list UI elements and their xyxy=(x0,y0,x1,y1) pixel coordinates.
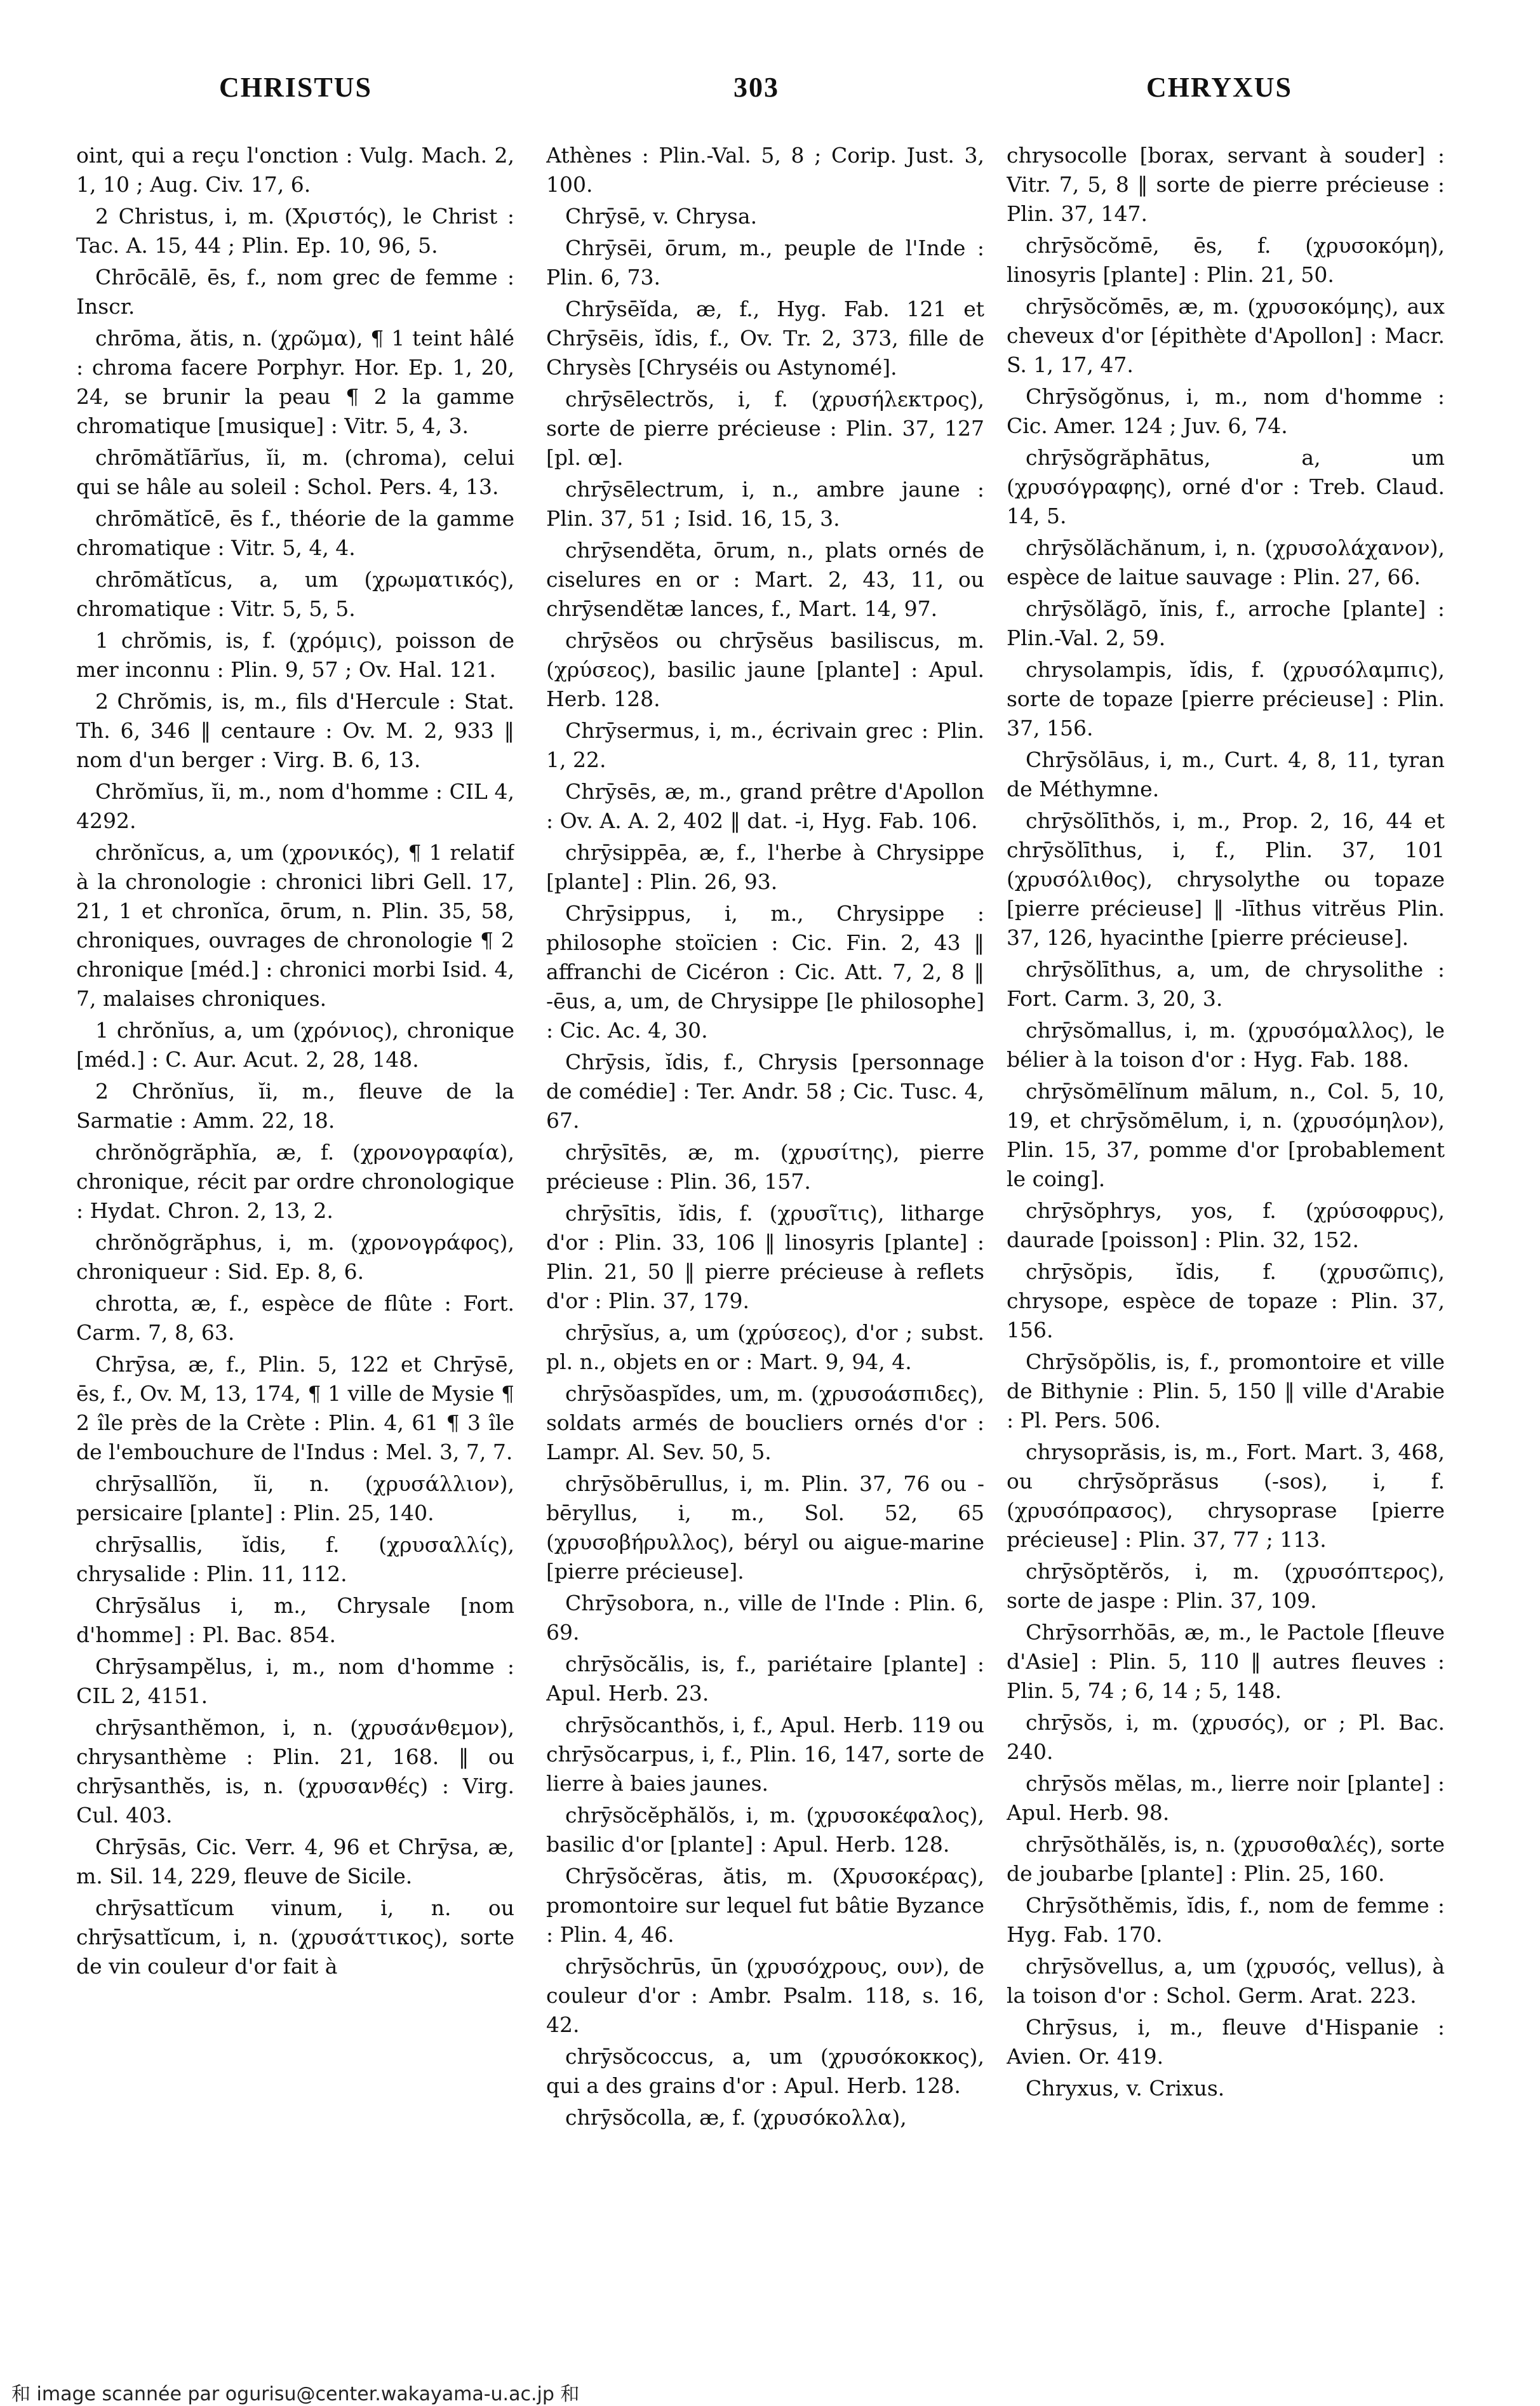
dictionary-entry: chrȳsŏcanthŏs, i, f., Apul. Herb. 119 ou chrȳsŏcarpus, i, f., Plin. 16, 147, sorte de lierre à baies jaunes. xyxy=(546,1713,984,1796)
dictionary-entry: 2 Chrŏnĭus, ĭi, m., fleuve de la Sarmatie : Amm. 22, 18. xyxy=(76,1079,514,1133)
running-head-left: CHRISTUS xyxy=(219,72,372,103)
dictionary-entry: Chrȳsălus i, m., Chrysale [nom d'homme] : Pl. Bac. 854. xyxy=(76,1593,514,1647)
dictionary-entry: chrȳsŏbērullus, i, m. Plin. 37, 76 ou -bēryllus, i, m., Sol. 52, 65 (χρυσοβήρυλλος), béryl ou aigue-marine [pierre précieuse]. xyxy=(546,1471,984,1584)
dictionary-entry: chrȳsŏchrūs, ūn (χρυσόχρους, ουν), de couleur d'or : Ambr. Psalm. 118, s. 16, 42. xyxy=(546,1954,984,2037)
dictionary-entry: Chrȳsŏpŏlis, is, f., promontoire et ville de Bithynie : Plin. 5, 150 ‖ ville d'Arabie : Pl. Pers. 506. xyxy=(1007,1349,1445,1433)
dictionary-entry: Chrȳsobora, n., ville de l'Inde : Plin. 6, 69. xyxy=(546,1591,984,1645)
dictionary-entry: chrȳsŏlăgō, ĭnis, f., arroche [plante] : Plin.-Val. 2, 59. xyxy=(1007,596,1445,650)
dictionary-entry: chrȳsŏcŏmēs, æ, m. (χρυσοκόμης), aux cheveux d'or [épithète d'Apollon] : Macr. S. 1, 17, 47. xyxy=(1007,294,1445,377)
dictionary-entry: chrōmătĭcus, a, um (χρωματικός), chromatique : Vitr. 5, 5, 5. xyxy=(76,567,514,621)
scan-credit: 和 image scannée par ogurisu@center.wakayama-u.ac.jp 和 xyxy=(11,2383,580,2405)
dictionary-entry: Chrȳsēs, æ, m., grand prêtre d'Apollon : Ov. A. A. 2, 402 ‖ dat. -i, Hyg. Fab. 106. xyxy=(546,779,984,833)
dictionary-entry: chrŏnŏgrăphus, i, m. (χρονογράφος), chroniqueur : Sid. Ep. 8, 6. xyxy=(76,1230,514,1284)
dictionary-entry: Athènes : Plin.-Val. 5, 8 ; Corip. Just. 3, 100. xyxy=(546,143,984,197)
running-head-right: CHRYXUS xyxy=(1146,72,1293,103)
dictionary-entry: chrȳsŏphrys, yos, f. (χρύσοφρυς), daurade [poisson] : Plin. 32, 152. xyxy=(1007,1198,1445,1252)
dictionary-entry: chrȳsēlectrum, i, n., ambre jaune : Plin. 37, 51 ; Isid. 16, 15, 3. xyxy=(546,477,984,531)
dictionary-entry: chrȳsattĭcum vinum, i, n. ou chrȳsattĭcum, i, n. (χρυσάττικος), sorte de vin couleur d'or fait à xyxy=(76,1895,514,1979)
dictionary-entry: 1 chrŏmis, is, f. (χρόμις), poisson de mer inconnu : Plin. 9, 57 ; Ov. Hal. 121. xyxy=(76,628,514,682)
dictionary-entry: chrysolampis, ĭdis, f. (χρυσόλαμπις), sorte de topaze [pierre précieuse] : Plin. 37, 156. xyxy=(1007,657,1445,740)
dictionary-entry: chrȳsŏvellus, a, um (χρυσός, vellus), à la toison d'or : Schol. Germ. Arat. 223. xyxy=(1007,1954,1445,2008)
dictionary-entry: chrotta, æ, f., espèce de flûte : Fort. Carm. 7, 8, 63. xyxy=(76,1291,514,1345)
dictionary-entry: chrȳsĕos ou chrȳsĕus basiliscus, m. (χρύσεος), basilic jaune [plante] : Apul. Herb. 128. xyxy=(546,628,984,711)
dictionary-entry: chrȳsŏcoccus, a, um (χρυσόκοκκος), qui a des grains d'or : Apul. Herb. 128. xyxy=(546,2044,984,2098)
dictionary-entry: chrȳsŏmallus, i, m. (χρυσόμαλλος), le bélier à la toison d'or : Hyg. Fab. 188. xyxy=(1007,1018,1445,1072)
dictionary-entry: chrȳsītis, ĭdis, f. (χρυσῖτις), litharge d'or : Plin. 33, 106 ‖ linosyris [plante] : Plin. 21, 50 ‖ pierre précieuse à reflets d'or : Plin. 37, 179. xyxy=(546,1201,984,1313)
dictionary-entry: chrysocolle [borax, servant à souder] : Vitr. 7, 5, 8 ‖ sorte de pierre précieuse : Plin. 37, 147. xyxy=(1007,143,1445,226)
dictionary-entry: 2 Chrŏmis, is, m., fils d'Hercule : Stat. Th. 6, 346 ‖ centaure : Ov. M. 2, 933 ‖ nom d'un berger : Virg. B. 6, 13. xyxy=(76,689,514,772)
dictionary-entry: chrȳsēlectrŏs, i, f. (χρυσήλεκτρος), sorte de pierre précieuse : Plin. 37, 127 [pl. œ]. xyxy=(546,387,984,470)
dictionary-entry: Chrȳsŏcĕras, ătis, m. (Χρυσοκέρας), promontoire sur lequel fut bâtie Byzance : Plin. 4, 46. xyxy=(546,1864,984,1947)
dictionary-entry: Chrȳsēi, ōrum, m., peuple de l'Inde : Plin. 6, 73. xyxy=(546,236,984,290)
dictionary-entry: Chrŏmĭus, ĭi, m., nom d'homme : CIL 4, 4292. xyxy=(76,779,514,833)
dictionary-entry: chrȳsippēa, æ, f., l'herbe à Chrysippe [plante] : Plin. 26, 93. xyxy=(546,840,984,894)
dictionary-entry: chrȳsanthĕmon, i, n. (χρυσάνθεμον), chrysanthème : Plin. 21, 168. ‖ ou chrȳsanthĕs, is, n. (χρυσανθές) : Virg. Cul. 403. xyxy=(76,1715,514,1828)
dictionary-entry: chrȳsŏgrăphātus, a, um (χρυσόγραφης), orné d'or : Treb. Claud. 14, 5. xyxy=(1007,445,1445,528)
dictionary-entry: chrȳsallĭŏn, ĭi, n. (χρυσάλλιον), persicaire [plante] : Plin. 25, 140. xyxy=(76,1471,514,1525)
dictionary-entry: chrȳsallis, ĭdis, f. (χρυσαλλίς), chrysalide : Plin. 11, 112. xyxy=(76,1532,514,1586)
dictionary-entry: Chrȳsās, Cic. Verr. 4, 96 et Chrȳsa, æ, m. Sil. 14, 229, fleuve de Sicile. xyxy=(76,1835,514,1888)
dictionary-entry: chrȳsŏaspĭdes, um, m. (χρυσοάσπιδες), soldats armés de boucliers ornés d'or : Lampr. Al. Sev. 50, 5. xyxy=(546,1381,984,1464)
dictionary-entry: chrȳsŏlăchănum, i, n. (χρυσολάχανον), espèce de laitue sauvage : Plin. 27, 66. xyxy=(1007,535,1445,589)
dictionary-entry: chrȳsŏthălĕs, is, n. (χρυσοθαλές), sorte de joubarbe [plante] : Plin. 25, 160. xyxy=(1007,1832,1445,1886)
dictionary-entry: Chrȳsē, v. Chrysa. xyxy=(565,204,758,229)
dictionary-entry: chrōmătĭcē, ēs f., théorie de la gamme chromatique : Vitr. 5, 4, 4. xyxy=(76,506,514,560)
dictionary-entry: chrȳsŏcălis, is, f., pariétaire [plante] : Apul. Herb. 23. xyxy=(546,1652,984,1706)
dictionary-entry: Chrȳsŏlāus, i, m., Curt. 4, 8, 11, tyran de Méthymne. xyxy=(1007,747,1445,801)
dictionary-entry: chrȳsŏmēlĭnum mālum, n., Col. 5, 10, 19, et chrȳsŏmēlum, i, n. (χρυσόμηλον), Plin. 15, 37, pomme d'or [probablement le coing]. xyxy=(1007,1079,1445,1191)
dictionary-entry: Chrȳsŏgŏnus, i, m., nom d'homme : Cic. Amer. 124 ; Juv. 6, 74. xyxy=(1007,384,1445,438)
dictionary-entry: Chryxus, v. Crixus. xyxy=(1026,2076,1225,2101)
dictionary-entry: chrŏnŏgrăphĭa, æ, f. (χρονογραφία), chronique, récit par ordre chronologique : Hydat. Chron. 2, 13, 2. xyxy=(76,1140,514,1223)
dictionary-entry: chrȳsŏlīthus, a, um, de chrysolithe : Fort. Carm. 3, 20, 3. xyxy=(1007,957,1445,1011)
dictionary-entry: chrȳsŏpis, ĭdis, f. (χρυσῶπις), chrysope, espèce de topaze : Plin. 37, 156. xyxy=(1007,1259,1445,1342)
dictionary-entry: Chrȳsēĭda, æ, f., Hyg. Fab. 121 et Chrȳsēis, ĭdis, f., Ov. Tr. 2, 373, fille de Chrysès [Chryséis ou Astynomé]. xyxy=(546,297,984,380)
dictionary-entry: chrȳsŏcŏmē, ēs, f. (χρυσοκόμη), linosyris [plante] : Plin. 21, 50. xyxy=(1007,233,1445,287)
dictionary-entry: chrȳsŏs mĕlas, m., lierre noir [plante] : Apul. Herb. 98. xyxy=(1007,1771,1445,1825)
dictionary-entry: Chrȳsorrhŏās, æ, m., le Pactole [fleuve d'Asie] : Plin. 5, 110 ‖ autres fleuves : Plin. 5, 74 ; 6, 14 ; 5, 148. xyxy=(1007,1620,1445,1703)
dictionary-entry: chrȳsendĕta, ōrum, n., plats ornés de ciselures en or : Mart. 2, 43, 11, ou chrȳsendĕtæ lances, f., Mart. 14, 97. xyxy=(546,538,984,621)
dictionary-entry: chrȳsŏcĕphălŏs, i, m. (χρυσοκέφαλος), basilic d'or [plante] : Apul. Herb. 128. xyxy=(546,1803,984,1857)
dictionary-entry: Chrȳsa, æ, f., Plin. 5, 122 et Chrȳsē, ēs, f., Ov. M, 13, 174, ¶ 1 ville de Mysie ¶ 2 île près de la Crète : Plin. 4, 61 ¶ 3 île de l'embouchure de l'Indus : Mel. 3, 7, 7. xyxy=(76,1352,514,1464)
dictionary-entry: Chrȳsippus, i, m., Chrysippe : philosophe stoïcien : Cic. Fin. 2, 43 ‖ affranchi de Cicéron : Cic. Att. 7, 2, 8 ‖ -ēus, a, um, de Chrysippe [le philosophe] : Cic. Ac. 4, 30. xyxy=(546,901,984,1043)
dictionary-entry: Chrȳsis, ĭdis, f., Chrysis [personnage de comédie] : Ter. Andr. 58 ; Cic. Tusc. 4, 67. xyxy=(546,1050,984,1133)
page-number: 303 xyxy=(733,72,779,103)
dictionary-entry: chrȳsŏlīthŏs, i, m., Prop. 2, 16, 44 et chrȳsŏlīthus, i, f., Plin. 37, 101 (χρυσόλιθος), chrysolythe ou topaze [pierre précieuse] ‖ -līthus vitrĕus Plin. 37, 126, hyacinthe [pierre précieuse]. xyxy=(1007,808,1445,950)
column-3 xyxy=(1007,141,1445,2351)
dictionary-entry: Chrȳsermus, i, m., écrivain grec : Plin. 1, 22. xyxy=(546,718,984,772)
dictionary-entry: Chrȳsŏthĕmis, ĭdis, f., nom de femme : Hyg. Fab. 170. xyxy=(1007,1893,1445,1947)
dictionary-entry: chrysoprăsis, is, m., Fort. Mart. 3, 468, ou chrȳsŏprăsus (-sos), i, f. (χρυσόπρασος), chrysoprase [pierre précieuse] : Plin. 37, 77 ; 113. xyxy=(1007,1440,1445,1552)
column-2 xyxy=(546,141,984,2351)
dictionary-entry: Chrȳsus, i, m., fleuve d'Hispanie : Avien. Or. 419. xyxy=(1007,2015,1445,2069)
dictionary-entry: chrōma, ătis, n. (χρῶμα), ¶ 1 teint hâlé : chroma facere Porphyr. Hor. Ep. 1, 20, 24, se brunir la peau ¶ 2 la gamme chromatique [musique] : Vitr. 5, 4, 3. xyxy=(76,326,514,438)
dictionary-entry: chrȳsŏptĕrŏs, i, m. (χρυσόπτερος), sorte de jaspe : Plin. 37, 109. xyxy=(1007,1559,1445,1613)
dictionary-entry: chrȳsŏcolla, æ, f. (χρυσόκολλα), xyxy=(565,2105,907,2130)
dictionary-entry: Chrōcālē, ēs, f., nom grec de femme : Inscr. xyxy=(76,265,514,319)
dictionary-entry: chrȳsŏs, i, m. (χρυσός), or ; Pl. Bac. 240. xyxy=(1007,1710,1445,1764)
dictionary-entry: chrōmătĭārĭus, ĭi, m. (chroma), celui qui se hâle au soleil : Schol. Pers. 4, 13. xyxy=(76,445,514,499)
dictionary-entry: chrȳsĭus, a, um (χρύσεος), d'or ; subst. pl. n., objets en or : Mart. 9, 94, 4. xyxy=(546,1320,984,1374)
dictionary-entry: Chrȳsampĕlus, i, m., nom d'homme : CIL 2, 4151. xyxy=(76,1654,514,1708)
dictionary-entry: 1 chrŏnĭus, a, um (χρόνιος), chronique [méd.] : C. Aur. Acut. 2, 28, 148. xyxy=(76,1018,514,1072)
dictionary-entry: oint, qui a reçu l'onction : Vulg. Mach. 2, 1, 10 ; Aug. Civ. 17, 6. xyxy=(76,143,514,197)
dictionary-entry: chrȳsītēs, æ, m. (χρυσίτης), pierre précieuse : Plin. 36, 157. xyxy=(546,1140,984,1194)
dictionary-entry: 2 Christus, i, m. (Χριστός), le Christ : Tac. A. 15, 44 ; Plin. Ep. 10, 96, 5. xyxy=(76,204,514,258)
dictionary-entry: chrŏnĭcus, a, um (χρονικός), ¶ 1 relatif à la chronologie : chronici libri Gell. 17, 21, 1 et chronĭca, ōrum, n. Plin. 35, 58, chroniques, ouvrages de chronologie ¶ 2 chronique [méd.] : chronici morbi Isid. 4, 7, malaises chroniques. xyxy=(76,840,514,1011)
column-1 xyxy=(76,141,514,2351)
